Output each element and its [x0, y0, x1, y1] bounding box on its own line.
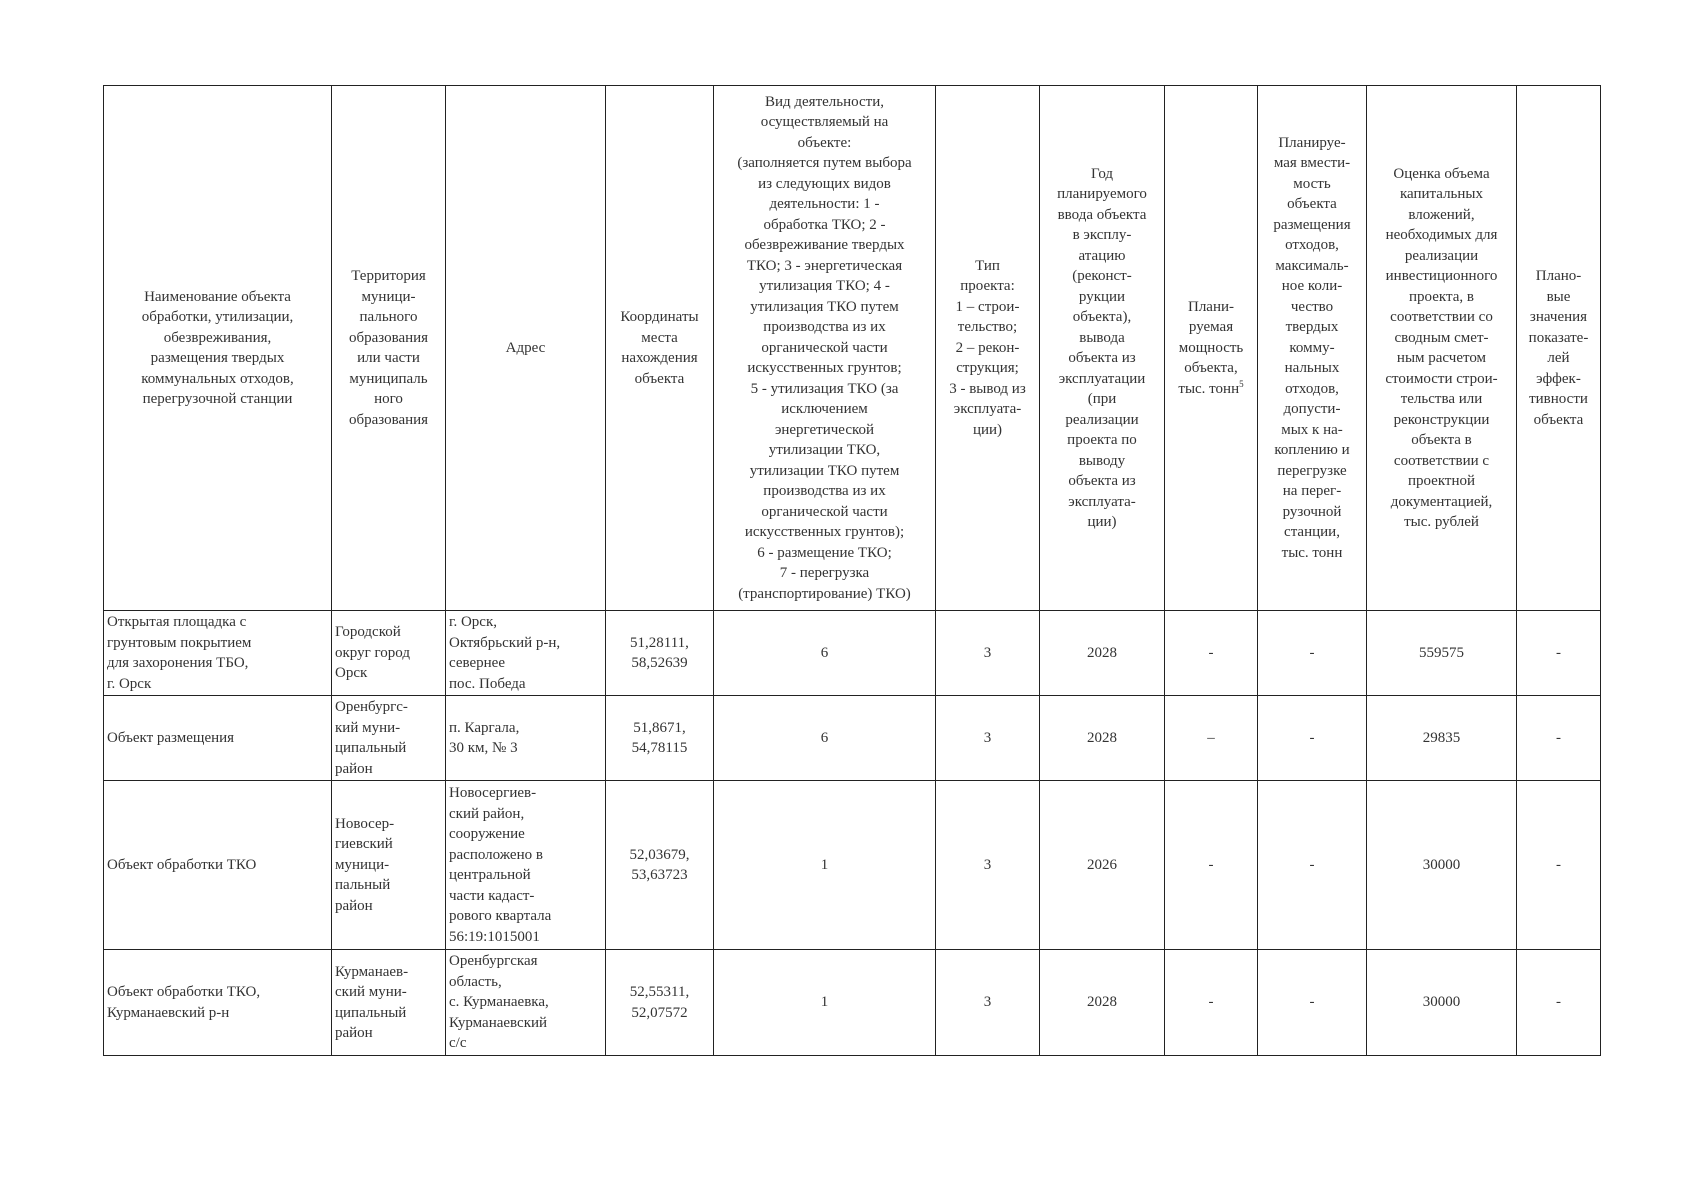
header-line: утилизация ТКО путем	[750, 298, 899, 315]
header-investment-estimate	[1367, 86, 1517, 611]
header-address	[446, 86, 606, 611]
cell-facility-name	[104, 950, 332, 1056]
header-line: энергетической	[774, 421, 875, 438]
header-line: проектной	[1407, 473, 1476, 489]
header-line: планируемого	[1057, 186, 1147, 202]
header-line: необходимых для	[1385, 227, 1498, 243]
header-line: вложений,	[1408, 206, 1475, 223]
header-line: (заполняется путем выбора	[737, 155, 912, 172]
cell-territory	[332, 950, 446, 1056]
header-line: утилизация ТКО; 4 -	[759, 278, 890, 295]
header-line: рузочной	[1282, 503, 1342, 520]
header-line: струкция;	[956, 360, 1019, 377]
cell-line: г. Орск	[107, 675, 152, 692]
header-line: Плано-	[1535, 268, 1582, 284]
header-line: ное коли-	[1281, 278, 1343, 295]
cell-facility-name	[104, 781, 332, 950]
cell-line: ципальный	[335, 740, 407, 756]
header-line: образования	[348, 329, 429, 346]
cell-line: район	[335, 1025, 373, 1041]
header-line: утилизации ТКО,	[768, 442, 881, 459]
cell-line: Открытая площадка с	[107, 614, 247, 630]
waste-facilities-table	[103, 85, 1601, 1056]
cell-planned-capacity: -	[1165, 950, 1258, 1056]
cell-planned-storage: -	[1258, 696, 1367, 781]
header-line: искусственных грунтов;	[747, 360, 902, 377]
table-row	[104, 950, 1601, 1056]
header-line: обезвреживание твердых	[744, 237, 905, 254]
cell-line: 58,52639	[631, 655, 688, 671]
header-activity-type	[714, 86, 936, 611]
header-line: эксплуата-	[1068, 493, 1136, 510]
header-line: 1 – строи-	[955, 298, 1020, 315]
header-line: Планируе-	[1278, 134, 1346, 151]
header-line: перегрузочной станции	[142, 391, 293, 407]
header-line: ным расчетом	[1396, 350, 1487, 366]
header-line: проекта по	[1067, 432, 1137, 448]
header-line: органической части	[761, 503, 888, 520]
cell-coordinates	[606, 950, 714, 1056]
header-line: объекта из	[1068, 350, 1136, 366]
header-line: объекта	[1287, 196, 1337, 213]
header-line: соответствии со	[1390, 309, 1493, 325]
header-territory	[332, 86, 446, 611]
cell-activity-type: 6	[714, 696, 936, 781]
header-line: ТКО; 3 - энергетическая	[746, 257, 903, 274]
cell-territory	[332, 781, 446, 950]
cell-planned-storage: -	[1258, 781, 1367, 950]
cell-line: г. Орск,	[449, 614, 497, 630]
header-line: размещения	[1273, 216, 1351, 233]
cell-line: район	[335, 760, 373, 777]
header-line: производства из их	[763, 483, 886, 500]
cell-planned-storage: -	[1258, 950, 1367, 1056]
cell-line: 54,78115	[631, 740, 688, 756]
cell-line: Оренбургская	[449, 953, 538, 970]
header-line: из следующих видов	[758, 175, 891, 192]
cell-project-type: 3	[936, 781, 1040, 950]
header-line: капитальных	[1399, 186, 1484, 202]
header-line: твердых	[1285, 319, 1339, 336]
table-row	[104, 611, 1601, 696]
header-line: сводным смет-	[1394, 329, 1489, 346]
cell-coordinates	[606, 781, 714, 950]
header-line: стоимости строи-	[1385, 370, 1498, 387]
header-line: документацией,	[1390, 493, 1493, 510]
header-line: органической части	[761, 339, 888, 356]
header-line: атацию	[1078, 247, 1126, 264]
cell-address	[446, 611, 606, 696]
cell-investment-estimate: 29835	[1367, 696, 1517, 781]
header-line: обработка ТКО; 2 -	[763, 216, 886, 233]
cell-line: рового квартала	[449, 908, 552, 924]
header-line: муници-	[361, 288, 416, 305]
header-line: чество	[1290, 298, 1334, 315]
header-line: Территория	[351, 268, 426, 284]
cell-planned-storage: -	[1258, 611, 1367, 696]
header-line: объекта	[634, 370, 685, 387]
cell-performance-indicators: -	[1517, 950, 1601, 1056]
header-line: соответствии с	[1393, 452, 1490, 469]
cell-line: 56:19:1015001	[449, 928, 540, 945]
header-line: реконструкции	[1393, 411, 1490, 428]
header-line: (реконст-	[1072, 268, 1132, 284]
cell-line: область,	[449, 973, 502, 990]
cell-activity-type: 6	[714, 611, 936, 696]
header-line: вывода	[1079, 329, 1125, 346]
header-line: реализации	[1065, 411, 1139, 428]
header-line: реализации	[1404, 247, 1479, 264]
header-line: рукции	[1078, 288, 1126, 305]
cell-investment-estimate: 30000	[1367, 781, 1517, 950]
cell-line: для захоронения ТБО,	[107, 655, 249, 671]
header-line: или части	[357, 350, 420, 366]
header-line: 2 – рекон-	[955, 339, 1020, 356]
header-line: 6 - размещение ТКО;	[757, 544, 892, 561]
cell-territory	[332, 696, 446, 781]
header-line: Тип	[975, 257, 1000, 274]
cell-planned-capacity: -	[1165, 611, 1258, 696]
header-performance-indicators	[1517, 86, 1601, 611]
header-planned-capacity	[1165, 86, 1258, 611]
cell-activity-type: 1	[714, 781, 936, 950]
header-line: образования	[348, 411, 429, 428]
cell-line: расположено в	[449, 846, 543, 863]
cell-line: 52,03679,	[629, 846, 690, 863]
header-line: мых к на-	[1281, 421, 1343, 438]
cell-investment-estimate: 559575	[1367, 611, 1517, 696]
cell-line: Курманаев-	[335, 963, 409, 980]
header-line: Год	[1090, 165, 1114, 182]
header-line: комму-	[1289, 339, 1335, 356]
header-line: перегрузке	[1277, 462, 1347, 479]
cell-line: ципальный	[335, 1004, 407, 1021]
header-line: деятельности: 1 -	[769, 196, 880, 213]
header-row	[104, 86, 1601, 611]
header-line: отходов,	[1285, 237, 1339, 254]
header-line: производства из их	[763, 319, 886, 336]
header-line: руемая	[1188, 319, 1234, 336]
cell-line: с/с	[449, 1035, 467, 1052]
cell-line: Оренбургс-	[335, 699, 408, 715]
cell-activity-type: 1	[714, 950, 936, 1056]
cell-line: центральной	[449, 867, 531, 883]
cell-commission-year: 2026	[1040, 781, 1165, 950]
header-line: (транспортирование) ТКО)	[738, 585, 911, 602]
table-row	[104, 696, 1601, 781]
header-line: эффек-	[1536, 370, 1581, 387]
cell-line: сооружение	[449, 826, 525, 842]
cell-address	[446, 781, 606, 950]
cell-line: 51,8671,	[633, 719, 686, 736]
header-line: ного	[374, 391, 403, 407]
header-line: объекте:	[797, 134, 852, 151]
cell-line: Новосер-	[335, 815, 395, 832]
header-line: обработки, утилизации,	[141, 309, 294, 325]
header-line: 7 - перегрузка	[779, 565, 870, 582]
header-line: на перег-	[1282, 483, 1342, 500]
cell-line: с. Курманаевка,	[449, 994, 549, 1011]
header-line: места	[641, 329, 678, 346]
cell-line: части кадаст-	[449, 887, 535, 904]
cell-line: Курманаевский р-н	[107, 1004, 230, 1021]
header-line: объекта из	[1068, 473, 1136, 489]
header-line: станции,	[1284, 524, 1340, 541]
header-facility-name	[104, 86, 332, 611]
header-line: проекта, в	[1409, 288, 1474, 305]
cell-line: гиевский	[335, 836, 393, 853]
header-line: ции)	[972, 421, 1003, 438]
header-line: тельство;	[957, 319, 1018, 336]
cell-line: Объект размещения	[107, 729, 235, 746]
cell-line: п. Каргала,	[449, 719, 520, 736]
cell-project-type: 3	[936, 950, 1040, 1056]
header-line: вые	[1546, 288, 1571, 305]
header-line: эксплуата-	[953, 401, 1022, 418]
header-line: Адрес	[505, 339, 546, 356]
header-line: утилизации ТКО путем	[749, 462, 900, 479]
table-row	[104, 781, 1601, 950]
header-line: тыс. тонн$^5$	[1178, 378, 1244, 397]
header-line: (при	[1087, 391, 1117, 407]
header-line: проекта:	[960, 278, 1015, 295]
header-line: объекта),	[1072, 309, 1132, 325]
cell-coordinates	[606, 611, 714, 696]
header-line: Оценка объема	[1393, 165, 1490, 182]
cell-line: Новосергиев-	[449, 785, 537, 801]
header-line: пального	[359, 309, 418, 325]
cell-line: Городской	[335, 624, 401, 641]
cell-line: кий муни-	[335, 719, 401, 736]
header-line: 3 - вывод из	[949, 380, 1026, 397]
cell-line: Орск	[335, 665, 368, 682]
cell-line: ский муни-	[335, 984, 407, 1000]
cell-line: 51,28111,	[630, 634, 689, 651]
header-line: показате-	[1528, 329, 1589, 346]
cell-line: округ город	[335, 644, 410, 661]
cell-line: грунтовым покрытием	[107, 634, 252, 651]
header-line: отходов,	[1285, 380, 1339, 397]
cell-line: муници-	[335, 856, 390, 873]
cell-line: Октябрьский р-н,	[449, 634, 561, 651]
cell-line: район	[335, 897, 373, 914]
header-line: размещения твердых	[150, 350, 285, 366]
cell-address	[446, 696, 606, 781]
header-commission-year	[1040, 86, 1165, 611]
header-line: Вид деятельности,	[764, 93, 885, 110]
cell-performance-indicators: -	[1517, 696, 1601, 781]
cell-line: 52,55311,	[629, 984, 690, 1000]
cell-line: 53,63723	[631, 867, 688, 883]
header-planned-storage	[1258, 86, 1367, 611]
header-line: максималь-	[1275, 257, 1349, 274]
cell-line: Объект обработки ТКО,	[107, 984, 261, 1000]
header-line: мая вмести-	[1273, 155, 1351, 172]
header-line: тивности	[1529, 391, 1588, 407]
header-line: исключением	[781, 401, 868, 418]
header-line: Плани-	[1187, 298, 1235, 315]
cell-address	[446, 950, 606, 1056]
cell-facility-name	[104, 696, 332, 781]
footnote-marker: 5	[1239, 378, 1244, 389]
header-line: мость	[1293, 175, 1331, 192]
cell-commission-year: 2028	[1040, 696, 1165, 781]
cell-commission-year: 2028	[1040, 950, 1165, 1056]
cell-commission-year: 2028	[1040, 611, 1165, 696]
header-line: искусственных грунтов);	[744, 524, 905, 541]
cell-project-type: 3	[936, 696, 1040, 781]
cell-facility-name	[104, 611, 332, 696]
header-line: коммунальных отходов,	[141, 370, 294, 387]
cell-line: Курманаевский	[449, 1014, 548, 1031]
header-line: ции)	[1087, 514, 1117, 530]
header-line: объекта	[1533, 411, 1584, 428]
header-line: тельства или	[1400, 391, 1483, 407]
header-line: объекта,	[1184, 360, 1238, 377]
header-line: допусти-	[1283, 401, 1341, 418]
header-line: осуществляемый на	[760, 114, 889, 131]
header-line: инвестиционного	[1385, 268, 1498, 284]
cell-line: севернее	[449, 655, 505, 671]
header-coordinates	[606, 86, 714, 611]
header-line: Наименование объекта	[144, 288, 291, 305]
cell-project-type: 3	[936, 611, 1040, 696]
cell-planned-capacity: –	[1165, 696, 1258, 781]
cell-planned-capacity: -	[1165, 781, 1258, 950]
header-line: объекта в	[1411, 432, 1472, 448]
header-line: ввода объекта	[1057, 206, 1147, 223]
cell-line: Объект обработки ТКО	[107, 856, 257, 873]
cell-performance-indicators: -	[1517, 781, 1601, 950]
header-line: тыс. тонн	[1281, 544, 1343, 561]
header-line: муниципаль	[349, 370, 428, 387]
header-line: выводу	[1078, 452, 1126, 469]
header-line: нальных	[1284, 360, 1340, 377]
cell-line: 52,07572	[631, 1004, 688, 1021]
cell-territory	[332, 611, 446, 696]
header-line: нахождения	[621, 350, 698, 366]
cell-coordinates	[606, 696, 714, 781]
header-line: Координаты	[620, 309, 699, 325]
cell-line: пос. Победа	[449, 675, 526, 692]
header-line: коплению и	[1274, 442, 1350, 459]
header-line: 5 - утилизация ТКО (за	[750, 380, 899, 397]
header-project-type	[936, 86, 1040, 611]
header-line: лей	[1547, 350, 1570, 366]
header-line: тыс. рублей	[1404, 514, 1479, 530]
cell-line: 30 км, № 3	[449, 740, 518, 756]
cell-performance-indicators: -	[1517, 611, 1601, 696]
header-line: значения	[1529, 309, 1588, 325]
header-line: обезвреживания,	[163, 329, 272, 346]
header-line: мощность	[1178, 339, 1244, 356]
cell-line: пальный	[335, 877, 391, 894]
header-line: эксплуатации	[1058, 370, 1146, 387]
cell-line: ский район,	[449, 805, 525, 822]
cell-investment-estimate: 30000	[1367, 950, 1517, 1056]
header-line: в эксплу-	[1072, 227, 1132, 243]
